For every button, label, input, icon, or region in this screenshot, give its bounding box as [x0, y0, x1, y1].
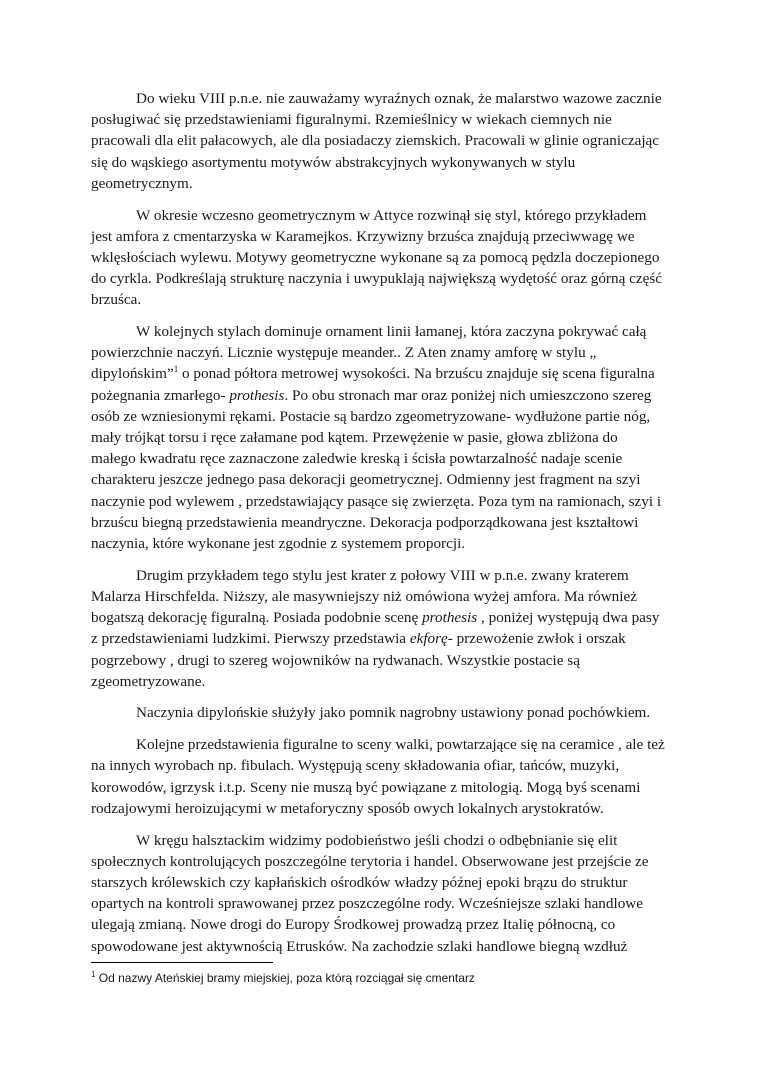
paragraph-3-part-b: o ponad półtora metrowej wysokości. Na brzuścu znajduje się scena figuralna pożegnania zmarłego-	[91, 365, 655, 404]
term-prothesis-2: prothesis	[422, 609, 478, 627]
footnote-text: Od nazwy Ateńskiej bramy miejskiej, poza którą rozciągał się cmentarz	[95, 971, 475, 985]
document-body	[91, 88, 671, 967]
term-ekfora: ekforę	[409, 630, 448, 648]
paragraph-3-part-c: . Po obu stronach mar oraz poniżej nich umieszczono szereg osób ze wzniesionymi rękami. Postacie są bardzo zgeometryzowane- wydłużone partie nóg, mały trójkąt torsu i ręce załamane pod kątem. Przewężenie w pasie, głowa zbliżona do małego kwadratu ręce zaznaczone zaledwie kreską i ścisła powtarzalność nadaje scenie charakteru jeszcze jednego pasa dekoracji geometrycznej. Odmienny jest fragment na szyi naczynie pod wylewem , przedstawiający pasące się zwierzęta. Poza tym na ramionach, szyi i brzuścu biegną przedstawienia meandryczne. Dekoracja podporządkowana jest kształtowi naczynia, które wykonane jest zgodnie z systemem proporcji.	[91, 386, 662, 553]
paragraph-4-part-c: - przewożenie zwłok i orszak pogrzebowy , drugi to szereg wojowników na rydwanach. Wszystkie postacie są zgeometryzowane.	[91, 630, 626, 690]
paragraph-2: W okresie wczesno geometrycznym w Attyce rozwinął się styl, którego przykładem jest amfora z cmentarzyska w Karamejkos. Krzywizny brzuśca znajdują przeciwwagę we wklęsłościach wylewu. Motywy geometryczne wykonane są za pomocą pędzla doczepionego do cyrkla. Podkreślają strukturę naczynia i uwypuklają największą wydętość oraz górną część brzuśca.	[91, 206, 662, 309]
footnote-reference: 1	[173, 364, 179, 375]
paragraph-4-part-a: Drugim przykładem tego stylu jest krater z połowy VIII w p.n.e. zwany kraterem Malarza Hirschfelda. Niższy, ale masywniejszy niż omówiona wyżej amfora. Ma również bogatszą dekorację figuralną. Posiada podobnie scenę	[91, 566, 637, 627]
term-prothesis: prothesis	[229, 386, 285, 404]
paragraph-7: W kręgu halsztackim widzimy podobieństwo jeśli chodzi o odbębnianie się elit społecznych kontrolujących poszczególne terytoria i handel. Obserwowane jest przejście ze starszych królewskich czy kapłańskich ośrodków władzy późnej epoki brązu do struktur opartych na kontroli sprawowanej przez poszczególne rody. Wcześniejsze szlaki handlowe ulegają zmianą. Nowe drogi do Europy Środkowej prowadzą przez Italię północną, co spowodowane jest aktywnością Etrusków. Na zachodzie szlaki handlowe biegną wzdłuż	[91, 831, 649, 955]
paragraph-4-part-b: , poniżej występują dwa pasy z przedstawieniami ludzkimi. Pierwszy przedstawia	[91, 609, 660, 648]
paragraph-5: Naczynia dipylońskie służyły jako pomnik nagrobny ustawiony ponad pochówkiem.	[136, 704, 651, 722]
paragraph-3	[91, 321, 671, 554]
footnote	[91, 970, 475, 986]
paragraph-3-part-a: W kolejnych stylach dominuje ornament linii łamanej, która zaczyna pokrywać całą powierzchnie naczyń. Licznie występuje meander.. Z Aten znamy amforę w stylu „ dipylońskim”	[91, 323, 647, 383]
paragraph-6: Kolejne przedstawienia figuralne to sceny walki, powtarzające się na ceramice , ale też na innych wyrobach np. fibulach. Występują sceny składowania ofiar, tańców, muzyki, korowodów, igrzysk i.t.p. Sceny nie muszą być powiązane z mitologią. Mogą byś scenami rodzajowymi heroizującymi w metaforyczny sposób owych lokalnych arystokratów.	[91, 736, 665, 817]
paragraph-4	[91, 565, 671, 692]
paragraph-1: Do wieku VIII p.n.e. nie zauważamy wyraźnych oznak, że malarstwo wazowe zacznie posługiwać się przedstawieniami figuralnymi. Rzemieślnicy w wiekach ciemnych nie pracowali dla elit pałacowych, ale dla posiadaczy ziemskich. Pracowali w glinie ograniczając się do wąskiego asortymentu motywów abstrakcyjnych wykonywanych w stylu geometrycznym.	[91, 90, 662, 192]
footnote-number: 1	[91, 970, 96, 979]
footnote-separator	[91, 962, 273, 963]
